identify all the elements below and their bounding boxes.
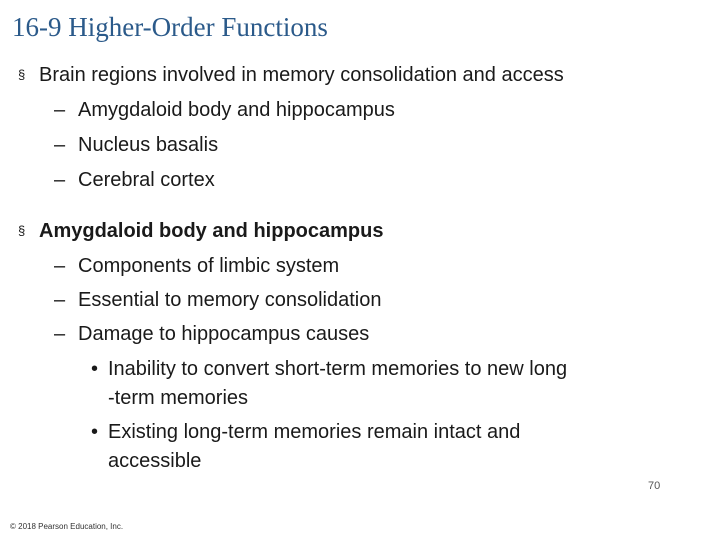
bullet-marker: § [18, 223, 26, 238]
copyright-notice: © 2018 Pearson Education, Inc. [10, 522, 124, 531]
section1-item-1: Amygdaloid body and hippocampus [78, 99, 395, 121]
bullet-section1 [18, 63, 564, 87]
page-number: 70 [648, 480, 661, 492]
sub-bullet [54, 322, 369, 346]
section1-heading: Brain regions involved in memory consolidation and access [39, 64, 564, 86]
bullet-marker: § [18, 67, 26, 82]
section1-item-2: Nucleus basalis [78, 134, 219, 156]
sub-bullet [54, 133, 218, 157]
subitem-2-line2: accessible [108, 450, 202, 472]
sub-bullet [54, 98, 395, 122]
subitem-1-line1: Inability to convert short-term memories to new long [108, 358, 568, 380]
dash-marker: – [54, 134, 66, 156]
sub-sub-bullet [91, 357, 567, 381]
dash-marker: – [54, 255, 66, 277]
sub-bullet [54, 288, 381, 312]
dot-marker: • [91, 421, 99, 443]
sub-sub-bullet [91, 420, 520, 444]
dot-marker: • [91, 358, 99, 380]
dash-marker: – [54, 169, 66, 191]
section2-item-3: Damage to hippocampus causes [78, 323, 370, 345]
sub-bullet [54, 254, 339, 278]
dash-marker: – [54, 289, 66, 311]
slide-title: 16-9 Higher-Order Functions [12, 12, 328, 42]
subitem-2-line1: Existing long-term memories remain intact and [108, 421, 521, 443]
dash-marker: – [54, 99, 66, 121]
section2-heading: Amygdaloid body and hippocampus [39, 220, 384, 242]
section1-item-3: Cerebral cortex [78, 169, 215, 191]
bullet-section2 [18, 219, 383, 243]
section2-item-2: Essential to memory consolidation [78, 289, 382, 311]
sub-bullet [54, 168, 215, 192]
section2-item-1: Components of limbic system [78, 255, 340, 277]
subitem-1-line2: -term memories [108, 387, 249, 409]
dash-marker: – [54, 323, 66, 345]
